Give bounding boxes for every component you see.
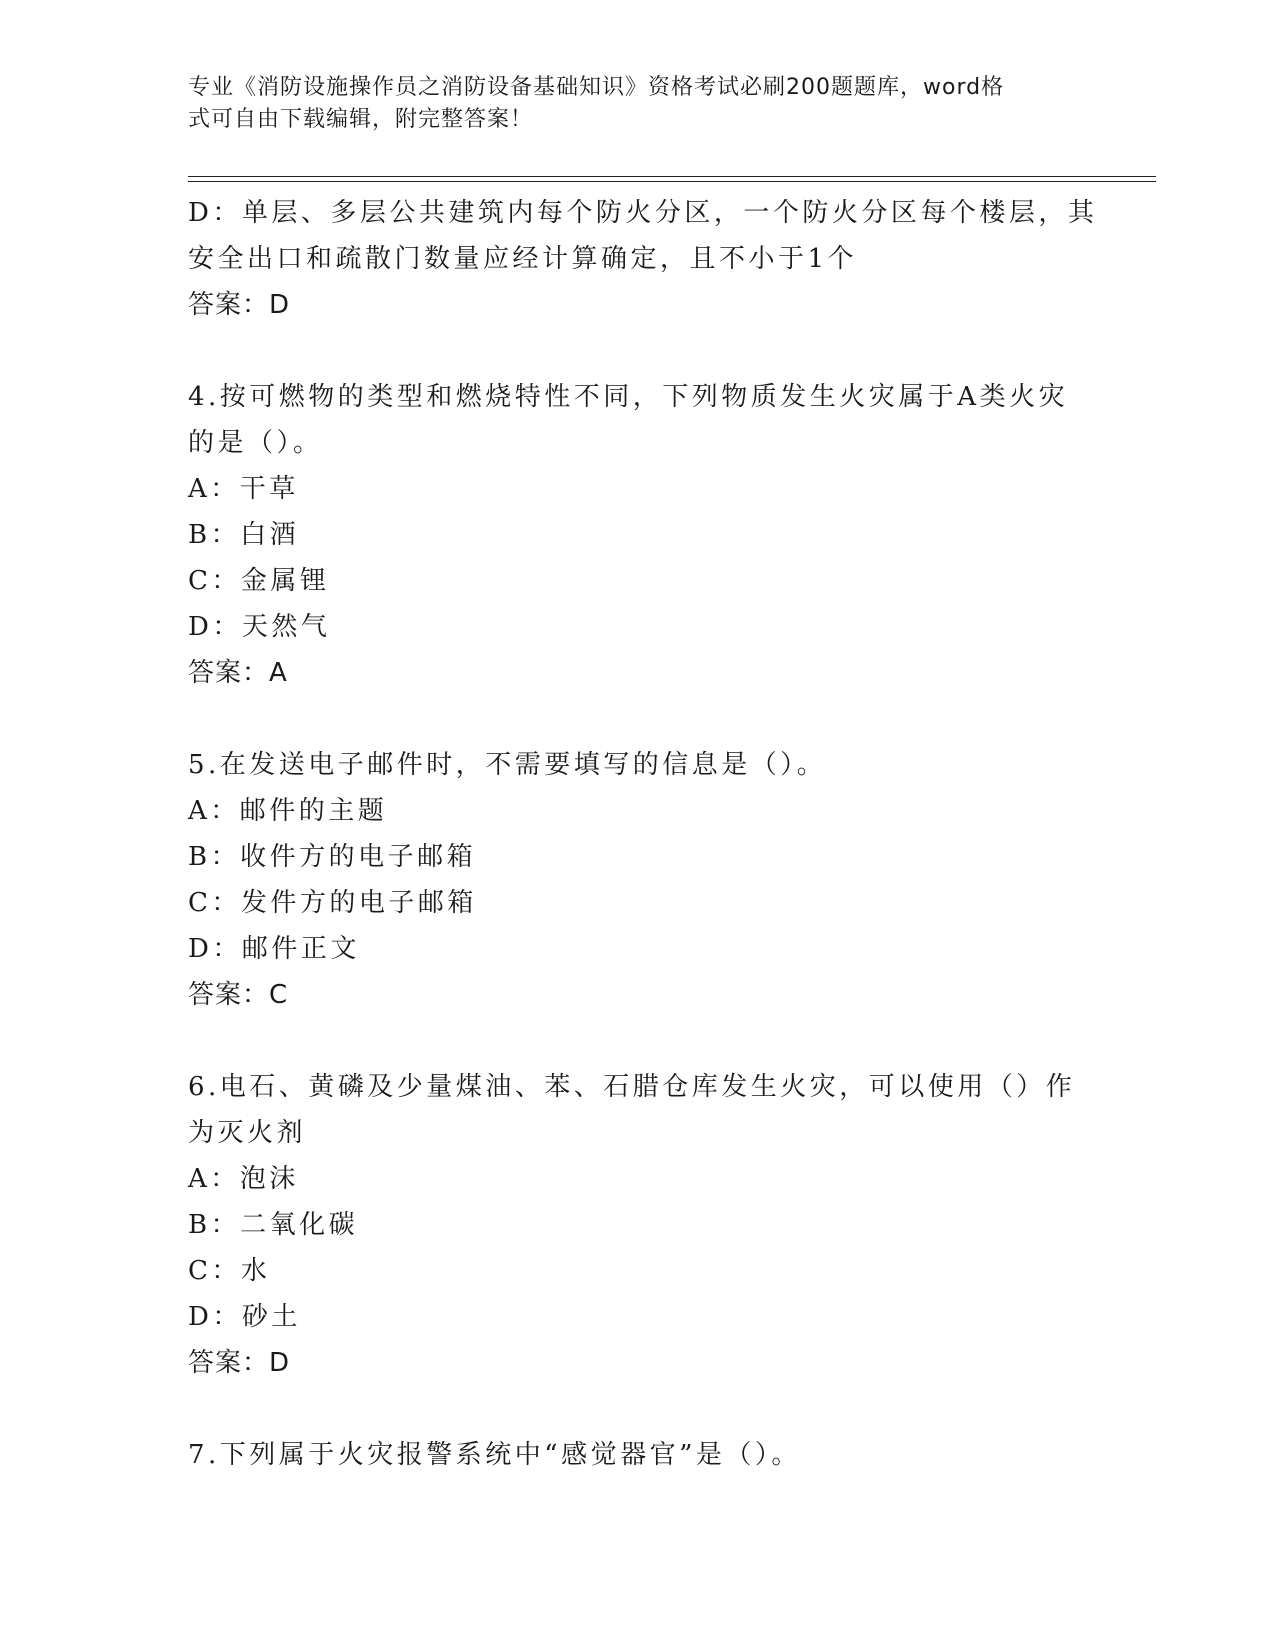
spacer	[188, 1386, 1088, 1432]
question-text-line-1: 4.按可燃物的类型和燃烧特性不同，下列物质发生火灾属于A类火灾	[188, 382, 1069, 412]
document-header	[188, 72, 1068, 136]
answer: 答案：C	[188, 980, 289, 1010]
question-text-line-2: 的是（）。	[188, 428, 323, 458]
option-c: C：水	[188, 1256, 271, 1286]
option-a: A：邮件的主题	[188, 796, 388, 826]
question-3-tail	[188, 190, 1098, 328]
header-divider-bottom	[188, 181, 1156, 182]
question-6	[188, 1064, 1088, 1386]
answer: 答案：A	[188, 658, 288, 688]
question-text-line-1: 6.电石、黄磷及少量煤油、苯、石腊仓库发生火灾，可以使用（）作	[188, 1072, 1076, 1102]
question-4	[188, 374, 1088, 696]
option-d: D：天然气	[188, 612, 331, 642]
header-line-2: 式可自由下载编辑，附完整答案！	[188, 107, 534, 132]
question-text-line-2: 为灭火剂	[188, 1118, 307, 1148]
spacer	[188, 696, 1088, 742]
option-d-line-1: D：单层、多层公共建筑内每个防火分区，一个防火分区每个楼层，其	[188, 198, 1098, 228]
option-c: C：金属锂	[188, 566, 330, 596]
option-d: D：邮件正文	[188, 934, 360, 964]
option-a: A：泡沫	[188, 1164, 299, 1194]
option-b: B：二氧化碳	[188, 1210, 359, 1240]
header-divider-top	[188, 176, 1156, 177]
question-text: 5.在发送电子邮件时，不需要填写的信息是（）。	[188, 750, 827, 780]
spacer	[188, 1018, 1088, 1064]
answer: 答案：D	[188, 1348, 291, 1378]
header-line-1: 专业《消防设施操作员之消防设备基础知识》资格考试必刷200题题库，word格	[188, 75, 1005, 100]
answer: 答案：D	[188, 290, 291, 320]
question-list	[188, 190, 1098, 1478]
option-d-line-2: 安全出口和疏散门数量应经计算确定，且不小于1个	[188, 244, 858, 274]
question-5	[188, 742, 1088, 1018]
spacer	[188, 328, 1088, 374]
question-7	[188, 1432, 1088, 1478]
option-d: D：砂土	[188, 1302, 301, 1332]
question-text: 7.下列属于火灾报警系统中“感觉器官”是（）。	[188, 1440, 801, 1470]
option-c: C：发件方的电子邮箱	[188, 888, 477, 918]
option-b: B：收件方的电子邮箱	[188, 842, 477, 872]
option-b: B：白酒	[188, 520, 300, 550]
option-a: A：干草	[188, 474, 299, 504]
